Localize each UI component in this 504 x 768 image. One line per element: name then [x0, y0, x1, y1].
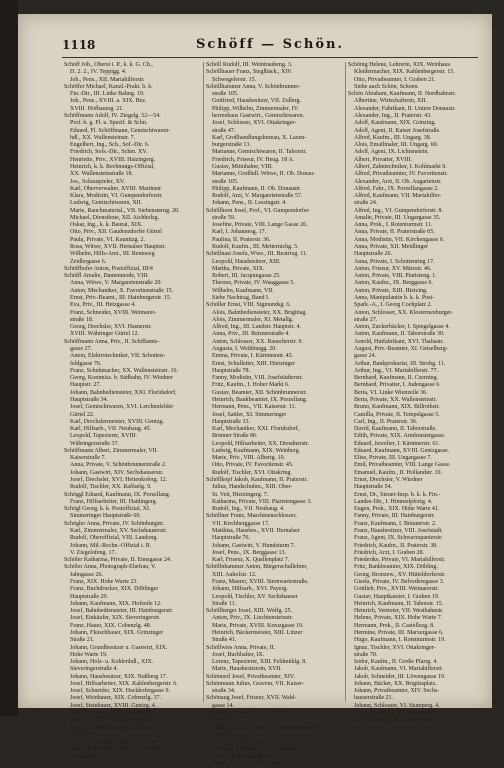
directory-entry: Friedrich, Kaufm., II. Praterstr. 38.	[354, 542, 438, 549]
directory-entry: Katharina, Private, VIII. Piaristengasse 3.	[212, 498, 312, 505]
directory-entry: Anna, Private, V. Schönbrunnerstraße 2.	[70, 462, 167, 469]
directory-entry: Adolf, Agent, IX. Lichtenstein.	[354, 149, 429, 156]
directory-entry: Jakob, Kaufmann, VI. Mariahilferstr.	[354, 666, 444, 673]
directory-entry: Michael, Dienstbote, XII. Aichholzg.	[70, 214, 160, 221]
directory-entry: Johann, Fleischhauer, XIX. Grinzinger	[70, 629, 164, 636]
directory-entry: Josef, Einkäufer, XIX. Sieveringerstr.	[70, 615, 161, 622]
directory-entry: Eduard, Kaufmann, XVIII. Gentzgasse.	[354, 447, 450, 454]
directory-entry: feldgasse 76.	[70, 360, 102, 367]
directory-entry: Anna, Prok., I. Rotenturmstr. 11.	[354, 222, 433, 229]
directory-entry: Anton, Mechaniker, X. Favoritenstraße 15.	[70, 287, 174, 294]
directory-entry: Anton, Schlosser, XX. Rauscherstr. 9.	[212, 338, 303, 345]
directory-entry: Schöllberger Josef, XIII. Wolfg. 25.	[206, 608, 292, 615]
directory-entry: Georg, Kommiss. b. Südbahn, IV. Wiedner	[70, 375, 173, 382]
directory-entry: Paulina, II. Praterstr. 36.	[212, 236, 271, 243]
directory-entry: Anna, Manipulantin b. k. k. Post-	[354, 295, 435, 301]
directory-entry: Alfred, Ing., III. Landstr. Hauptstr. 4.	[212, 324, 301, 331]
directory-entry: Hermann, Pens., VII. Kaiserstr. 11.	[212, 404, 296, 411]
directory-entry: Josef, Gemischtwaren, XVI. Lerchenfelder	[70, 404, 174, 411]
directory-entry: gasse 14.	[212, 702, 234, 709]
directory-entry: Schöff Joh., Oberst i. P., k. k. G. Ch.,	[64, 62, 153, 68]
directory-entry: gasse 11.	[212, 731, 234, 738]
directory-entry: Anton, Kaufmann, II. Taborstraße 30.	[354, 331, 445, 338]
directory-entry: Schöllhorn Josef, Prof., VI. Gumpendorfer-	[206, 207, 311, 214]
directory-entry: Rosa, Witwe, XVII. Hernalser Hauptstr.	[70, 244, 166, 251]
directory-entry: Ernst, Schulleiter, XIII. Hietzinger	[212, 360, 296, 367]
directory-entry: Leopold, Gastwirt, XIX. Grinzing	[70, 724, 152, 731]
directory-entry: Karl, Friseur, X. Quellenplatz 7.	[212, 557, 290, 564]
directory-entry: Schöffmann Albert, Zimmermaler, VII.	[64, 447, 159, 454]
directory-entry: Alfred, Kaufmann, VII. Mariahilfer-	[354, 193, 442, 200]
directory-entry: Bruno, Kaufmann, XIX. Billrothstr.	[354, 404, 440, 411]
directory-entry: Wilhelm, Kaufmann, VII.	[212, 287, 274, 294]
directory-entry: Straße 21.	[70, 637, 95, 644]
directory-entry: Isidor, Kaufm., II. Große Pfarrg. 4.	[354, 659, 438, 666]
directory-entry: Anna, Private, XII. Meidlinger	[354, 244, 428, 251]
directory-entry: Hauptstraße 76.	[212, 535, 250, 542]
directory-entry: Schöler Katharina, Private, II. Ennsgasse 24.	[64, 557, 172, 564]
directory-entry: Anna, Private, I. Schottenring 17.	[354, 258, 435, 265]
directory-entry: Albert, Zahntechniker, I. Kohlmarkt 9.	[354, 163, 447, 170]
directory-entry: Franz, Schuhmacher, XX. Wallensteinstr. 16.	[70, 367, 178, 374]
directory-entry: Ernst, Priv.-Beamt., III. Hainburgerstr. 15.	[70, 295, 172, 301]
directory-entry: Anna, Priv., III. Reisnerstraße 4.	[212, 331, 290, 338]
directory-entry: Josef, Buchhalter, IX.	[212, 651, 265, 658]
directory-entry: Johann, Mil.-Rechn.-Offizial i. R.	[70, 542, 152, 549]
directory-entry: Gürtel 22.	[70, 411, 95, 418]
directory-entry: Emil, Privatbeamter, VIII. Lange Gasse.	[354, 462, 451, 469]
directory-entry: Hauptstraße 29.	[70, 593, 108, 600]
directory-entry: Gustav, Beamter, XII. Schönbrunnerstr.	[212, 389, 307, 396]
directory-entry: Alfred, Ing., VI. Gumpendorferstr. 8.	[354, 207, 443, 214]
directory-entry: Franz, Schneider, XVIII. Weimarer-	[70, 309, 157, 316]
directory-entry: Friedrich, Friseur, IV. Heug. 18 A.	[212, 156, 295, 163]
directory-entry: Siehe auch Schön, Schoen.	[354, 83, 419, 90]
directory-entry: Eduard, Juwelier, I. Kärntnerstr. 61.	[354, 440, 440, 447]
directory-entry: Gustav, Karl, Beamter, XIX.	[212, 753, 281, 760]
directory-entry: Schöllkopf Jakob, Kaufmann, II. Praterstr.	[206, 477, 308, 484]
directory-entry: Simmeringer Hauptstraße 69.	[70, 513, 141, 520]
directory-entry: Franz, Hauer, XIX. Cobenzlg. 48.	[70, 622, 152, 629]
directory-entry: Franz, XIX. Hohe Warte 23.	[70, 578, 138, 585]
column-divider	[345, 62, 346, 702]
page-number: 1118	[62, 38, 96, 52]
directory-entry: Schöllnhammer Anton, Bürgerschullehrer,	[206, 564, 308, 571]
directory-entry: straße 27.	[354, 316, 378, 323]
directory-entry: Bernhard, Kaufmann, II. Czerning.	[354, 375, 439, 382]
directory-entry: Schögl Georg, k. k. Postoffizial, XI.	[64, 506, 151, 513]
directory-entry: Helene, Private, XIX. Hohe Warte 7.	[354, 615, 443, 622]
directory-entry: Josef, Drechsler, XVI. Hettenkoferg. 12.	[70, 477, 168, 484]
directory-entry: Kleidermacher, XIX. Kahlenbergerstr. 15.	[354, 69, 455, 76]
directory-entry: Schön Abraham, Kaufmann, II. Nordbahnstr.	[348, 91, 456, 98]
directory-entry: Karl, Drechslermeister, XVIII. Gentzg.	[70, 418, 164, 425]
directory-entry: Hauptstraße 33.	[212, 418, 250, 425]
directory-entry: Karl, Großhandlungsbureau, X. Laxen-	[212, 134, 307, 141]
directory-entry: Josef, Sattler, XI. Simmeringer	[212, 411, 287, 418]
directory-entry: Leopold, Hilfsarbeiter, XX. Dresdnerstr.	[212, 440, 309, 447]
directory-entry: Leopold, Hausbesitzer, XIII.	[212, 258, 281, 265]
directory-entry: Emma, Private, I. Kärntnerstr. 45.	[212, 353, 294, 360]
column-2	[206, 62, 342, 767]
directory-entry: Ludwig, Gemischtwaren, XII.	[70, 200, 143, 207]
directory-entry: Gustav, Mitinhaber, VIII.	[212, 163, 273, 170]
directory-entry: Heinrich, Kaufmann, XVI. Koppstr.	[212, 746, 299, 753]
directory-entry: Friedrich, Sofs.-Dir., Schm. XV.	[70, 149, 148, 156]
directory-entry: Hugo, Kaufmann, I. Rotenturmstr. 19.	[354, 637, 446, 644]
directory-entry: Karl, I. Johannesg. 17.	[212, 229, 267, 236]
directory-entry: Elise, Private, III. Ungargasse 7.	[354, 455, 432, 462]
directory-entry: Ignaz, Tischler, XVI. Ottakringer-	[354, 644, 436, 651]
directory-entry: Hermine, Private, III. Marxergasse 6.	[354, 629, 444, 636]
directory-entry: Hauptstraße 78.	[212, 367, 250, 374]
directory-entry: Johann, Gastwirt, XIV. Sechshauserstr.	[70, 469, 164, 476]
directory-entry: Josefine, Private, VIII. Lange Gasse 26.	[212, 222, 308, 229]
directory-entry: Schöll Rudolf, III. Weintraubeng. 3.	[206, 62, 293, 68]
directory-entry: Hauptstr. 27.	[70, 382, 101, 389]
directory-entry: Sieveringerstraße 4.	[70, 666, 118, 673]
directory-entry: Schöffl Amalie, Damenmode, VIII.	[64, 273, 149, 280]
directory-entry: Schöllhauer Franz, Sieglbäck., XIV.	[206, 69, 293, 76]
directory-entry: Franz, Maurer, XVIII. Sternwartestraße.	[212, 578, 309, 585]
directory-entry: V. Ziegelofeng. 17.	[70, 549, 117, 556]
directory-entry: Schöffer Michael, Kanzl.-Prakt. b. k.	[64, 83, 153, 90]
directory-entry: Hermann, Prok., II. Castellezg. 8.	[354, 622, 435, 629]
directory-entry: Karl, Mechaniker, XXI. Floridsdorf,	[212, 426, 300, 433]
directory-entry: Rudolf, Tischler, XX. Raffaelg. 9.	[70, 484, 152, 491]
running-head: Schöff — Schön.	[195, 37, 345, 52]
directory-entry: Zeidlergasse 6.	[70, 258, 107, 265]
directory-entry: Rudolf, Ing., VII. Neubaug. 4.	[212, 506, 285, 513]
directory-entry: Joh., Pens., XII. Mariahilferstr.	[70, 76, 145, 83]
directory-entry: Anton, Zuckerbäcker, I. Spiegelgasse 4.	[354, 324, 450, 331]
directory-entry: Wilhelm, Hilfs-Amt., III. Rennweg	[70, 251, 155, 258]
directory-entry: Schöffhofer Anton, Postoffizial, III/4	[64, 265, 153, 272]
directory-entry: herrenhaus Gastwirt., Gemischtwaren.	[212, 112, 305, 119]
directory-entry: XIII. Auhofstr. 12.	[212, 571, 257, 578]
directory-entry: Fritz, Bankbeamter, XIX. Döbling.	[354, 564, 438, 571]
directory-entry: Julius, Handschuhm., XIII. Ober-	[212, 484, 293, 491]
directory-entry: straße 34.	[212, 688, 236, 695]
directory-entry: burgerstraße 13.	[212, 142, 251, 149]
directory-entry: Schönmann Julius, Graveur, VII. Kaiser-	[206, 680, 305, 687]
directory-entry: Arthur, Ing., VI. Mariahilferstr. 77.	[354, 367, 438, 374]
directory-entry: hdl., XX. Wallensteinstr. 7.	[70, 134, 136, 141]
directory-entry: Otto, Priv., XII. Gaudenzdorfer Gürtel	[70, 229, 162, 236]
directory-entry: Schöller Ernst, VIII. Sigmundsg. 6.	[206, 302, 291, 309]
directory-entry: Franz, Buchdrucker, XIX. Döblinger	[70, 586, 159, 593]
directory-entry: Anton, Private, VIII. Piaristeng. 1.	[354, 273, 437, 280]
directory-entry: Schöggl Eduard, Kaufmann, IX. Porzellang.	[64, 491, 171, 498]
directory-entry: Arthur, Bankprokurist, III. Strohg. 11.	[354, 360, 446, 367]
directory-entry: Joh., Pens., XVIII. a. XIX. Bez.	[70, 98, 147, 105]
page-header	[62, 38, 478, 56]
directory-entry: Josef, Bahnbediensteter, III. Hainburgerstr.	[70, 608, 174, 615]
directory-entry: Karl, Rechnungsrat, XIX. Grinzing 20.	[70, 739, 164, 746]
directory-entry: Schönberg Ernestine, XIX. Hohe	[206, 710, 286, 717]
directory-page	[18, 14, 492, 767]
directory-entry: August, Priv.-Beamter, XI. Geiselberg-	[354, 345, 448, 352]
directory-entry: Schönlig Auguste, Private, V. Siebenbrunnen-	[206, 724, 316, 731]
directory-entry: Siehe Nachtrag, Band I.	[212, 295, 270, 301]
directory-entry: Edith, Private, XIX. Armbrustergasse.	[354, 433, 446, 440]
directory-entry: Straße 11.	[212, 600, 237, 607]
directory-entry: Anna, Witwe, V. Margaretenstraße 20.	[70, 280, 162, 287]
directory-entry: Josef, Private, VIII. Laudongasse.	[354, 717, 436, 724]
directory-entry: Johann, Bäcker, XX. Brigittaplatz.	[354, 680, 437, 687]
directory-entry: Friedrich, Arzt, I. Graben 28.	[354, 549, 424, 556]
directory-entry: Anton, Schlosser, XX. Klosterneuburger-	[354, 309, 454, 316]
directory-entry: Anton, Elektrotechniker, VII. Schotten-	[70, 353, 165, 360]
directory-entry: Franz, Hilfsarbeiter, III. Haidingerg.	[70, 498, 158, 505]
directory-entry: XX. Wallensteinstraße 18.	[70, 171, 134, 178]
directory-entry: Schöllhammer Anna, V. Schönbrunner-	[206, 83, 301, 90]
directory-entry: Rudolf, Oberoffizial, VIII. Laudong.	[70, 535, 158, 542]
directory-entry: Carl, Ing., II. Praterstr. 36.	[354, 418, 418, 425]
directory-entry: Schöffmann Adolf, IV. Ziegelg. 52—54.	[64, 112, 161, 119]
directory-entry: Hohe Warte 19.	[70, 651, 108, 658]
directory-entry: Rudolf, Tischler, XVI. Ottakring.	[212, 469, 292, 476]
directory-entry: Währingerstraße 37.	[70, 440, 119, 447]
directory-entry: straße 47.	[212, 127, 236, 134]
directory-entry: Jahngasse 26.	[70, 571, 103, 578]
directory-entry: Paula, Private, VI. Kaunitzg. 2.	[70, 236, 146, 243]
directory-entry: Karl, Hilfsarb., VII. Neubaug. 45.	[70, 426, 152, 433]
directory-entry: Straße 41.	[212, 637, 237, 644]
directory-entry: Alois, Bahnbediensteter, XX. Brigittag.	[212, 309, 307, 316]
directory-entry: Schöffmann Anna, Priv., II. Schiffamts-	[64, 338, 160, 345]
directory-entry: Friederike, Private, VI. Mariahilferstr.	[354, 557, 446, 564]
directory-entry: Augusta, I. Weihburgg. 20.	[212, 345, 277, 352]
directory-entry: Eva, Priv., III. Hetzgasse 4.	[70, 302, 136, 309]
directory-entry: Gottfried, Hausbesitzer, VII. Zollerg.	[212, 98, 302, 105]
directory-entry: Johann, Grundbesitzer u. Gastwirt, XIX.	[70, 644, 168, 651]
directory-entry: hauserstraße 21.	[354, 695, 393, 702]
directory-entry: Ernst, Drechsler, V. Wiedner	[354, 477, 423, 484]
directory-entry: Maria, Private, XIII. Hietzing.	[212, 761, 285, 767]
directory-entry: Martha, Private, XIX.	[212, 265, 265, 272]
directory-entry: Rudolf, Arzt, V. Margaretenstraße 57.	[212, 193, 303, 200]
directory-entry: Alois, Zimmermaler, XI. Metallg.	[212, 316, 294, 323]
directory-entry: Schöllner Franz, Maschinenschlosser,	[206, 513, 297, 520]
directory-entry: Marianne, Großhdl. Witwe, II. Ob. Donau-	[212, 171, 315, 178]
directory-entry: straße 59.	[212, 214, 236, 221]
directory-entry: Anna, Modistin, VII. Kirchengasse 6.	[354, 236, 445, 243]
directory-entry: Hauptstraße 71.	[70, 753, 108, 760]
directory-entry: Robert, III. Jacquingasse 25.	[212, 273, 281, 280]
directory-entry: Schwegelerstr. 15.	[212, 76, 257, 83]
directory-entry: Eduard, Fl. Schöffmann, Gemischtwaren-	[70, 127, 171, 134]
directory-entry: Leopold, Tischler, XV. Sechshauser	[212, 593, 298, 600]
directory-entry: Straße 9.	[70, 731, 92, 738]
directory-entry: Marie, Kaufmannswitwe, III. Landstr.	[70, 746, 162, 753]
directory-entry: Fritz, Kaufm., I. Hoher Markt 6.	[212, 382, 290, 389]
directory-entry: straße 105.	[212, 91, 239, 98]
directory-entry: Lorenz, Tapezierer, XIII. Feldmühlg. 8.	[212, 659, 307, 666]
directory-entry: Kaiserstraße 7.	[70, 455, 106, 462]
binding-gutter	[0, 0, 18, 716]
directory-entry: Brünner Straße 86.	[212, 433, 258, 440]
directory-entry: Karl, Weinhauer, XIX. Nußberg 13.	[70, 710, 156, 717]
directory-entry: Fanny, Modistin, VIII. Josefstädterstr.	[212, 375, 303, 382]
directory-entry: Johann, Hilfsarb., XVI. Payerg.	[212, 586, 288, 593]
directory-entry: Jos., Schauspieler, XV.	[70, 178, 125, 185]
directory-entry: Klara, Modistin, VI. Gumpendorferstr.	[70, 193, 163, 200]
column-1	[64, 62, 200, 760]
directory-entry: Matthias, Hausbes., XVII. Hernalser	[212, 528, 300, 534]
directory-entry: St. Veit, Hietzingerg. 7.	[212, 491, 269, 498]
directory-entry: Berta, Private, XX. Wallensteinstr.	[354, 396, 437, 403]
directory-entry: D. 2. 2., IV. Teppigg. 4.	[70, 69, 127, 76]
directory-entry: Heinrich, Kaufmann, II. Taborstr. 15.	[354, 600, 444, 607]
directory-entry: Heinrich, Bankbeamter, IX. Porzellang.	[212, 396, 308, 403]
directory-entry: Johann, Hausbesitzer, XIX. Nußberg 17.	[70, 673, 168, 680]
directory-entry: Henriette, Priv., XVIII. Haizingerg.	[70, 156, 156, 163]
directory-entry: straße 24.	[354, 200, 378, 207]
directory-entry: Otto, Privatbeamter, I. Graben 21.	[354, 76, 436, 83]
directory-entry: Jakob, Schneider, III. Löwengasse 19.	[354, 673, 446, 680]
directory-entry: Prof. b. g. Fl. u. Spezif. & Schn.	[70, 120, 148, 127]
directory-entry: Anna, Private, II. Praterstraße 65.	[354, 229, 435, 236]
directory-entry: Josef, Steinhauer, XVIII. Gentzg. 4.	[70, 702, 157, 709]
directory-entry: Philipp, Wilhelm, Zimmermaler, IV.	[212, 105, 299, 112]
directory-entry: Johann, Holz- u. Kohlenhdl., XIX.	[70, 659, 154, 666]
directory-entry: straße 70.	[354, 651, 378, 658]
directory-entry: Landes-Dir., I. Himmelpfortg. 4.	[354, 498, 433, 505]
directory-entry: Alexander, Fabrikant, II. Untere Donaustr.	[354, 105, 456, 112]
directory-entry: Karl, Zimmermaler, XV. Sechshauserstr.	[70, 528, 168, 534]
directory-entry: Marie, Priv., VIII. Albertg. 10.	[212, 455, 286, 462]
directory-entry: Adolf, Agent, II. Kaiser Josefstraße.	[354, 127, 441, 134]
directory-entry: Franz, Hausbesitzer, VIII. Josefstadt.	[354, 528, 443, 534]
directory-entry: Franz, Agent, IX. Schwarzspanierstr.	[354, 535, 443, 542]
directory-entry: Johann, Bahnbediensteter, XXI. Floridsdorf,	[70, 389, 177, 396]
directory-entry: Schöler Anna, Photograph-Ehefrau, V.	[64, 564, 157, 571]
directory-entry: VII. Kirchberggasse 17.	[212, 520, 270, 527]
directory-entry: Heinrich, Vertreter, VII. Westbahnstr.	[354, 608, 444, 615]
directory-entry: Josef, Kaufmann, II. Praterstraße.	[354, 710, 435, 717]
directory-entry: Schöllwies Anna, Private, II.	[206, 644, 275, 651]
directory-entry: Georg, Drechsler, XVI. Hasnerstr.	[70, 324, 152, 331]
directory-entry: Rudolf, Kaufm., III. Metternichg. 5.	[212, 244, 299, 251]
directory-entry: Anton, Kaufm., IX. Berggasse 6.	[354, 280, 434, 287]
directory-entry: Josef, Pens., IX. Berggasse 13.	[212, 549, 287, 556]
directory-entry: Fin.-Dir., III. Linke Bahng. 19.	[70, 91, 145, 98]
directory-entry: Josef, Hilfsarbeiter, XIX. Kahlenbergerstr. 6.	[70, 680, 178, 687]
directory-entry: Schöllnast Josefa, Wwe., III. Beatrixg. 11.	[206, 251, 308, 258]
directory-entry: Berta, VI. Linke Wienzeile 36.	[354, 389, 428, 396]
directory-entry: Marie, Rauchmaterial., VII. Siebensterng. 20.	[70, 207, 180, 214]
directory-entry: Otto, Private, IV. Favoritenstr. 45.	[212, 462, 294, 469]
column-3	[348, 62, 484, 724]
directory-entry: Josef, Schlosser, XVI. Ottakringer-	[212, 120, 297, 127]
directory-entry: Marie, Private, XVIII. Kreuzgasse 19.	[212, 622, 304, 629]
directory-entry: Philipp, Kaufmann, II. Ob. Donaustr.	[212, 185, 302, 192]
header-rule	[62, 57, 478, 58]
directory-entry: straße 105.	[212, 178, 239, 185]
directory-entry: gasse 24.	[354, 353, 376, 360]
directory-entry: Heinrich, k. k. Rechnungs-Offizial,	[70, 163, 155, 170]
directory-entry: Amalie, Private, III. Ungargasse 35.	[354, 214, 441, 221]
directory-entry: Hauptstraße 26.	[354, 251, 392, 258]
directory-entry: Georg, Bronzew., XV. Hütteldorferstr.	[354, 571, 446, 578]
directory-entry: Gottlieb, Priv., XVIII. Weimarerstr.	[354, 586, 439, 593]
directory-entry: Anton, Friseur, XV. Märzstr. 46.	[354, 265, 432, 272]
directory-entry: Johann, Pens., II. Lessingstr. 4.	[212, 200, 287, 207]
directory-entry: Schönnerl Josef, Privatbeamter, XIV.	[206, 673, 295, 680]
directory-entry: Schönig Helene, Lehrerin, XIX. Weinhaus.	[348, 62, 452, 68]
directory-entry: Fanny, Private, III. Hainburgerstr.	[354, 513, 435, 520]
directory-entry: Georg, III. Rennweg 44.	[212, 739, 271, 746]
directory-entry: Leopold, Tapezierer, XVIII.	[70, 433, 138, 440]
directory-entry: Emanuel, Kaufm., II. Hollandstr. 10.	[354, 469, 442, 476]
directory-entry: Johann, Gastwirt, V. Hundsturm 7.	[212, 542, 296, 549]
directory-entry: Josef, Schneider, XIX. Hackhofergasse 9.	[70, 688, 170, 695]
directory-entry: Marie, Hausbesitzerin, XVII.	[212, 666, 283, 673]
directory-entry: straße 18.	[70, 316, 94, 323]
directory-entry: Hauptstraße 54.	[354, 484, 392, 491]
directory-entry: Camilla, Private, II. Tempelgasse 5.	[354, 411, 440, 418]
column-divider	[203, 62, 204, 702]
directory-entry: Karl, Oberverwalter, XVIII. Martinstr.	[70, 185, 163, 192]
directory-entry: Eugen, Prok., XIX. Hohe Warte 41.	[354, 506, 440, 513]
directory-entry: Alois, Emailmaler, III. Ungarg. 60.	[354, 142, 439, 149]
directory-entry: Gustav, Hauptkassier, I. Graben 19.	[354, 593, 440, 600]
directory-entry: Josef, Weinhauer, XIX. Cobenzlg. 37.	[70, 695, 161, 702]
directory-entry: gasse 27.	[70, 345, 92, 352]
directory-entry: Gisela, Private, IV. Belvederegasse 3.	[354, 578, 445, 585]
directory-entry: Schögler Anna, Private, IV. Schönburgstr.	[64, 520, 165, 527]
directory-entry: Johann, Schlosser, VI. Stumperg. 4.	[354, 702, 440, 709]
directory-entry: David, Kaufmann, II. Taborstraße.	[354, 426, 437, 433]
directory-entry: Oskar, Ing., k. k. Baurat, XIX.	[70, 222, 143, 229]
directory-entry: Ludwig, Kaufmann, XIX. Weinberg.	[212, 447, 301, 454]
directory-entry: Albertine, Wirtschafterin, XII.	[354, 98, 427, 105]
directory-entry: Alfred, Kaufm., III. Ungarg. 38.	[354, 134, 432, 141]
directory-entry: Therese, Private, IV. Waaggasse 5.	[212, 280, 295, 287]
directory-entry: Engelbert, Ing., Sch., Sof.-Dir. 6.	[70, 142, 150, 149]
directory-entry: Karl, Ing., XIX. Kahlenbergerstraße 4.	[70, 717, 163, 724]
directory-entry: Alfred, Privatbeamter, IV. Favoritenstr.	[354, 171, 448, 178]
directory-entry: Franz, Kaufmann, I. Bräunerstr. 2.	[354, 520, 437, 527]
directory-entry: Schönaug Josef, Friseur, XVII. Wald-	[206, 695, 297, 702]
directory-entry: Marianne, Gemischtwaren, II. Taborstr.	[212, 149, 307, 156]
directory-entry: XVIII. Währinger Gürtel 12.	[70, 331, 140, 338]
directory-entry: Alexander, Arzt, II. Ob. Augartenstr.	[354, 178, 442, 185]
directory-entry: XVIII. Hofbauerg. 21.	[70, 105, 124, 112]
directory-entry: Albert, Privatier, XVIII.	[354, 156, 412, 163]
directory-entry: Warte 19.	[212, 717, 236, 724]
directory-entry: Adolf, Kaufmann, XIX. Grinzing.	[354, 120, 436, 127]
directory-entry: Arnold, Hutfabrikant, XVI. Thaliastr.	[354, 338, 444, 345]
directory-entry: Alexander, Ing., II. Praterstr. 43.	[354, 112, 432, 119]
directory-entry: Bernhard, Privatier, I. Judengasse 6.	[354, 382, 441, 389]
directory-entry: Hauptstraße 34.	[70, 396, 108, 403]
directory-entry: Spark.-A., I. Georg Cochplatz 2.	[354, 302, 433, 309]
directory-entry: Johann, Kaufmann, XIX. Hofzeile 12.	[70, 600, 162, 607]
directory-entry: Anton, Priv., IX. Liechtensteinstr.	[212, 615, 293, 622]
directory-entry: Ernst, Dr., Steuer-Insp. b. k. k. Fin.-	[354, 491, 441, 498]
directory-entry: Alfred, Fabr., IX. Porzellangasse 2.	[354, 185, 439, 192]
directory-entry: Johann, Privatbeamter, XIV. Sechs-	[354, 688, 440, 695]
directory-entry: Heinrich, Bäckermeister, XIII. Linzer	[212, 629, 303, 636]
directory-entry: Anton, Private, XIII. Hietzing.	[354, 287, 428, 294]
